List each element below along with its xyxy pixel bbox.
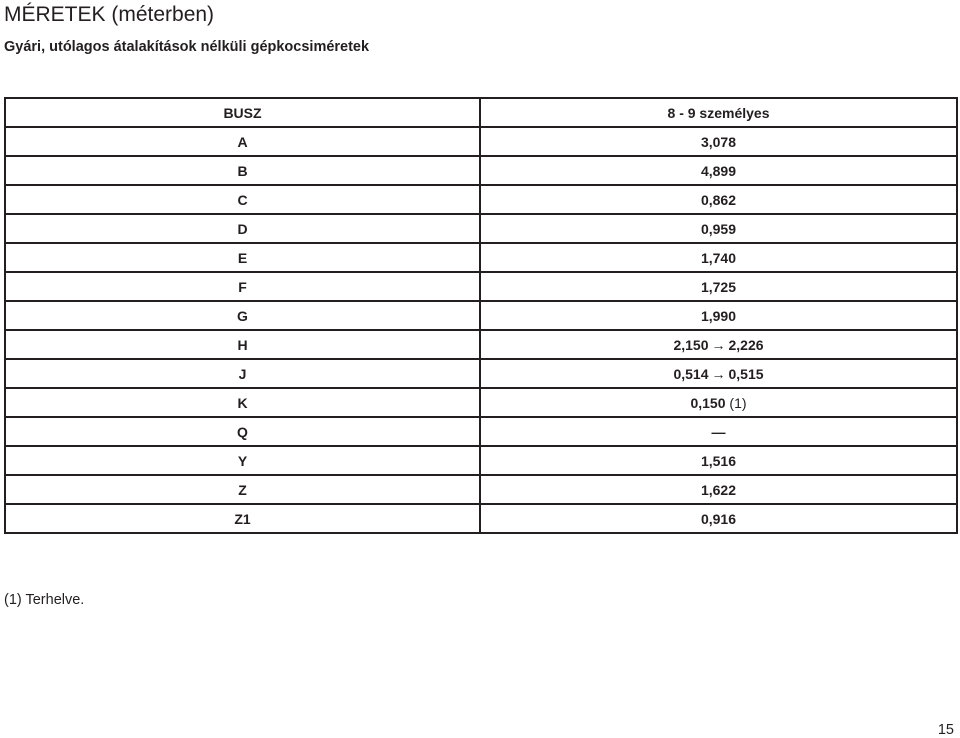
dimension-label: J [5,359,480,388]
dimension-label: F [5,272,480,301]
dimension-label: Q [5,417,480,446]
dimension-value: 0,916 [480,504,957,533]
dimension-label: Y [5,446,480,475]
dimension-label: C [5,185,480,214]
table-row [5,417,957,446]
table-row [5,359,957,388]
dimension-label: A [5,127,480,156]
table-row [5,214,957,243]
value-to: 0,515 [728,365,764,382]
table-row [5,504,957,533]
table-row [5,301,957,330]
header-vehicle-label: BUSZ [5,98,480,127]
dimension-label: H [5,330,480,359]
page-number: 15 [937,722,954,738]
header-variant-label: 8 - 9 személyes [480,98,957,127]
dimensions-table [4,97,958,534]
dimension-value: 3,078 [480,127,957,156]
right-arrow-icon: → [711,336,726,353]
page-subtitle: Gyári, utólagos átalakítások nélküli gépkocsiméretek [4,39,370,55]
table-header-row [5,98,957,127]
dimension-value: 0,862 [480,185,957,214]
dimension-value: — [480,417,957,446]
table-row [5,446,957,475]
dimension-value [480,388,957,417]
dimension-value: 1,725 [480,272,957,301]
dimension-label: Z1 [5,504,480,533]
right-arrow-icon: → [711,365,726,382]
value-to: 2,226 [728,336,764,353]
table-row [5,156,957,185]
dimension-label: G [5,301,480,330]
dimension-label: K [5,388,480,417]
dimension-value: 1,990 [480,301,957,330]
dimension-value: 1,740 [480,243,957,272]
table-row [5,475,957,504]
dimension-label: D [5,214,480,243]
table-row [5,330,957,359]
value-number: 0,150 [690,394,726,411]
dimension-value [480,330,957,359]
dimension-label: B [5,156,480,185]
table-row [5,243,957,272]
footnote: (1) Terhelve. [4,592,85,608]
footnote-reference: (1) [729,394,747,411]
dimension-label: E [5,243,480,272]
value-from: 2,150 [673,336,709,353]
dimension-label: Z [5,475,480,504]
dimension-value [480,359,957,388]
table-row [5,272,957,301]
dimension-value: 4,899 [480,156,957,185]
table-row [5,127,957,156]
dimension-value: 0,959 [480,214,957,243]
dimension-value: 1,622 [480,475,957,504]
dimension-value: 1,516 [480,446,957,475]
table-row [5,388,957,417]
page-title: MÉRETEK (méterben) [4,3,215,26]
table-row [5,185,957,214]
value-from: 0,514 [673,365,709,382]
